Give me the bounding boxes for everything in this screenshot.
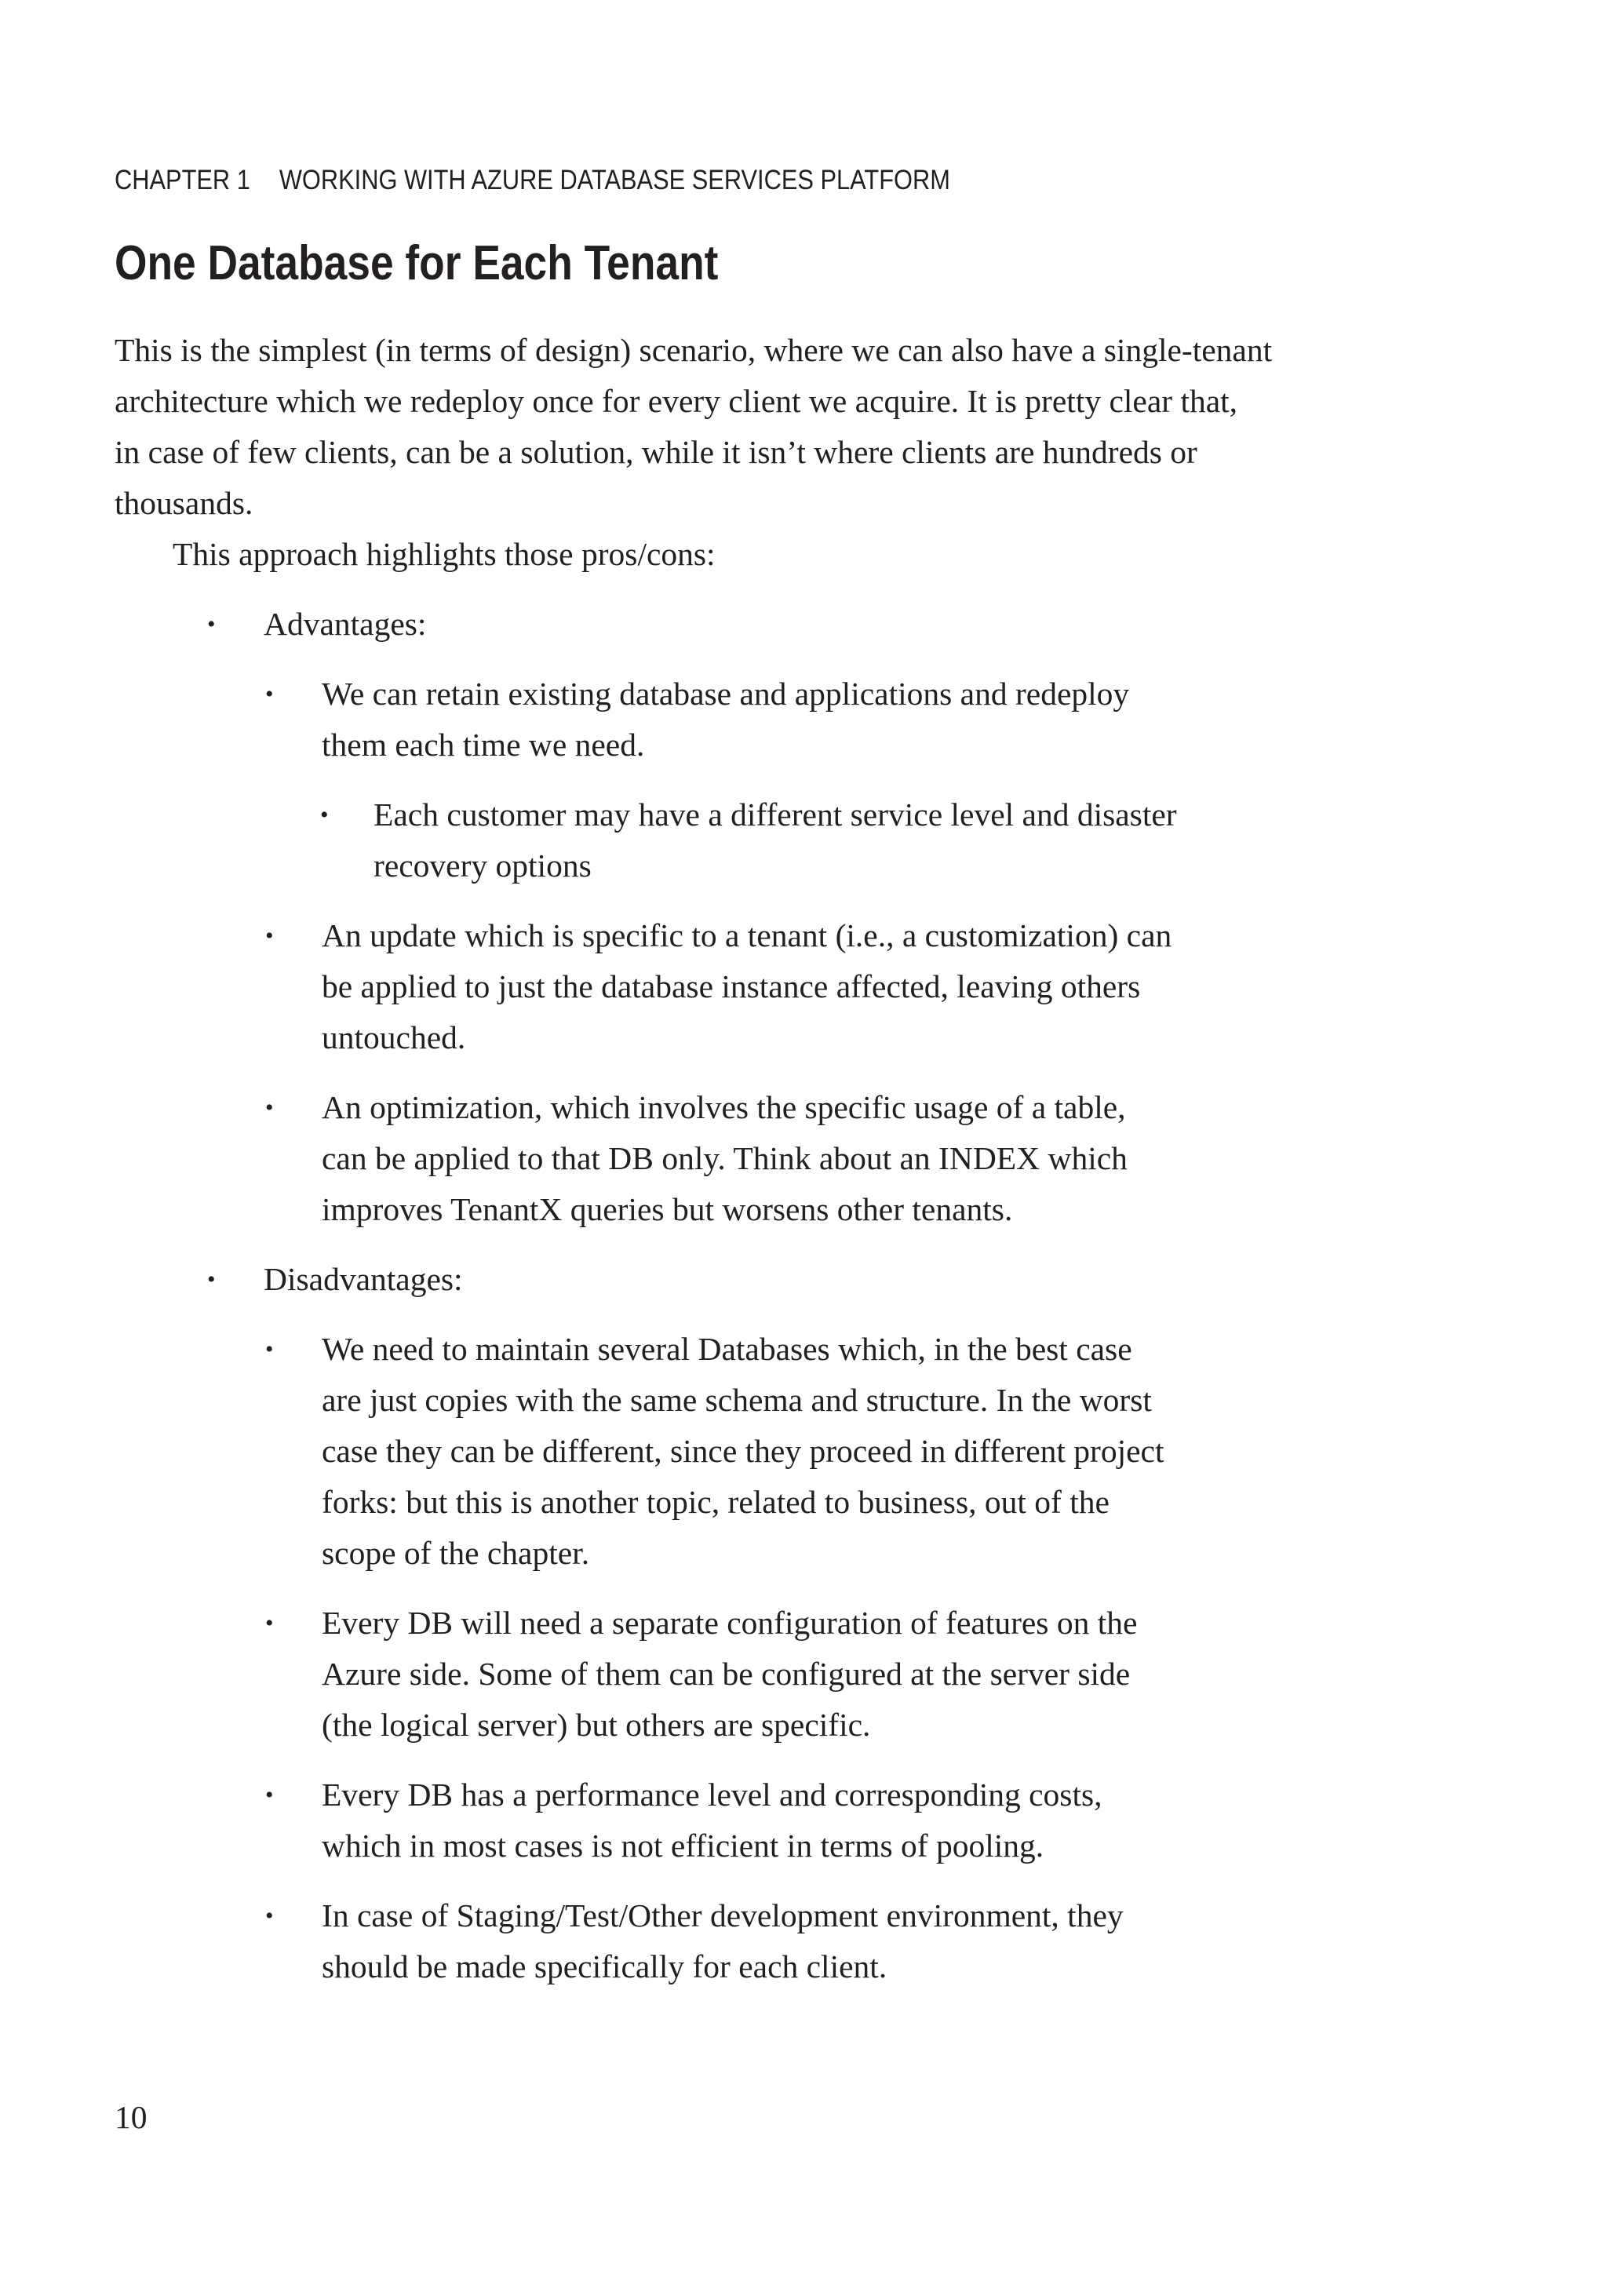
advantages-sub-list: [322, 789, 1448, 891]
body-text: [115, 325, 1448, 1992]
list-item-line: (the logical server) but others are specific.: [322, 1707, 871, 1743]
list-item: [322, 789, 1448, 891]
list-item-line: We need to maintain several Databases which, in the best case: [322, 1331, 1132, 1367]
bullet-icon: •: [265, 1782, 274, 1808]
running-head: [115, 165, 950, 196]
bullet-icon: •: [265, 681, 274, 707]
list-item-line: are just copies with the same schema and structure. In the worst: [322, 1382, 1152, 1418]
list-item-line: untouched.: [322, 1019, 466, 1055]
bullet-icon: •: [320, 802, 329, 828]
list-item: [264, 1324, 1448, 1579]
intro-paragraph: [115, 325, 1448, 529]
bullet-icon: •: [207, 611, 216, 637]
bullet-icon: •: [265, 923, 274, 949]
bullet-icon: •: [265, 1095, 274, 1121]
list-item-advantages: [115, 599, 1448, 1235]
disadvantages-list: [264, 1324, 1448, 1992]
list-item-line: case they can be different, since they proceed in different project: [322, 1433, 1164, 1469]
list-item-line: An optimization, which involves the specific usage of a table,: [322, 1089, 1126, 1125]
list-item-line: them each time we need.: [322, 727, 645, 763]
disadvantages-label: Disadvantages:: [264, 1261, 463, 1297]
bullet-icon: •: [265, 1903, 274, 1929]
list-item-line: can be applied to that DB only. Think about an INDEX which: [322, 1140, 1128, 1176]
lead-in-paragraph: [115, 529, 1448, 580]
bullet-icon: •: [207, 1266, 216, 1292]
list-item-disadvantages: [115, 1254, 1448, 1992]
bullet-icon: •: [265, 1610, 274, 1636]
intro-line: thousands.: [115, 485, 253, 521]
list-item-line: Each customer may have a different service level and disaster: [374, 796, 1177, 833]
running-head-chapter: CHAPTER 1: [115, 165, 250, 195]
list-item-line: Every DB has a performance level and corresponding costs,: [322, 1777, 1102, 1813]
section-title: One Database for Each Tenant: [115, 236, 719, 290]
list-item-line: Azure side. Some of them can be configured at the server side: [322, 1656, 1131, 1692]
list-item-line: should be made specifically for each client.: [322, 1948, 887, 1984]
bullet-icon: •: [265, 1336, 274, 1362]
running-head-title: WORKING WITH AZURE DATABASE SERVICES PLATFORM: [279, 165, 950, 195]
list-item: [264, 1769, 1448, 1871]
list-item-line: We can retain existing database and applications and redeploy: [322, 676, 1130, 712]
list-item-line: scope of the chapter.: [322, 1535, 590, 1571]
list-item: [264, 1082, 1448, 1235]
advantages-label: Advantages:: [264, 606, 427, 642]
list-item-line: be applied to just the database instance affected, leaving others: [322, 968, 1141, 1004]
intro-line: architecture which we redeploy once for every client we acquire. It is pretty clear that,: [115, 383, 1238, 419]
advantages-list: [264, 669, 1448, 1235]
list-item-line: In case of Staging/Test/Other development environment, they: [322, 1897, 1124, 1933]
list-item-line: recovery options: [374, 847, 592, 884]
list-item-line: forks: but this is another topic, related to business, out of the: [322, 1484, 1110, 1520]
lead-in-line: This approach highlights those pros/cons:: [173, 536, 716, 572]
intro-line: This is the simplest (in terms of design) scenario, where we can also have a single-tenant: [115, 332, 1273, 368]
page-number: 10: [115, 2099, 148, 2135]
list-item-line: improves TenantX queries but worsens other tenants.: [322, 1191, 1013, 1227]
list-item: [264, 910, 1448, 1063]
pros-cons-list: [115, 599, 1448, 1992]
list-item: [264, 1598, 1448, 1751]
list-item-line: Every DB will need a separate configuration of features on the: [322, 1605, 1138, 1641]
list-item: [264, 669, 1448, 891]
intro-line: in case of few clients, can be a solution, while it isn’t where clients are hundreds or: [115, 434, 1197, 470]
list-item-line: which in most cases is not efficient in terms of pooling.: [322, 1828, 1044, 1864]
list-item: [264, 1890, 1448, 1992]
list-item-line: An update which is specific to a tenant (i.e., a customization) can: [322, 917, 1172, 953]
